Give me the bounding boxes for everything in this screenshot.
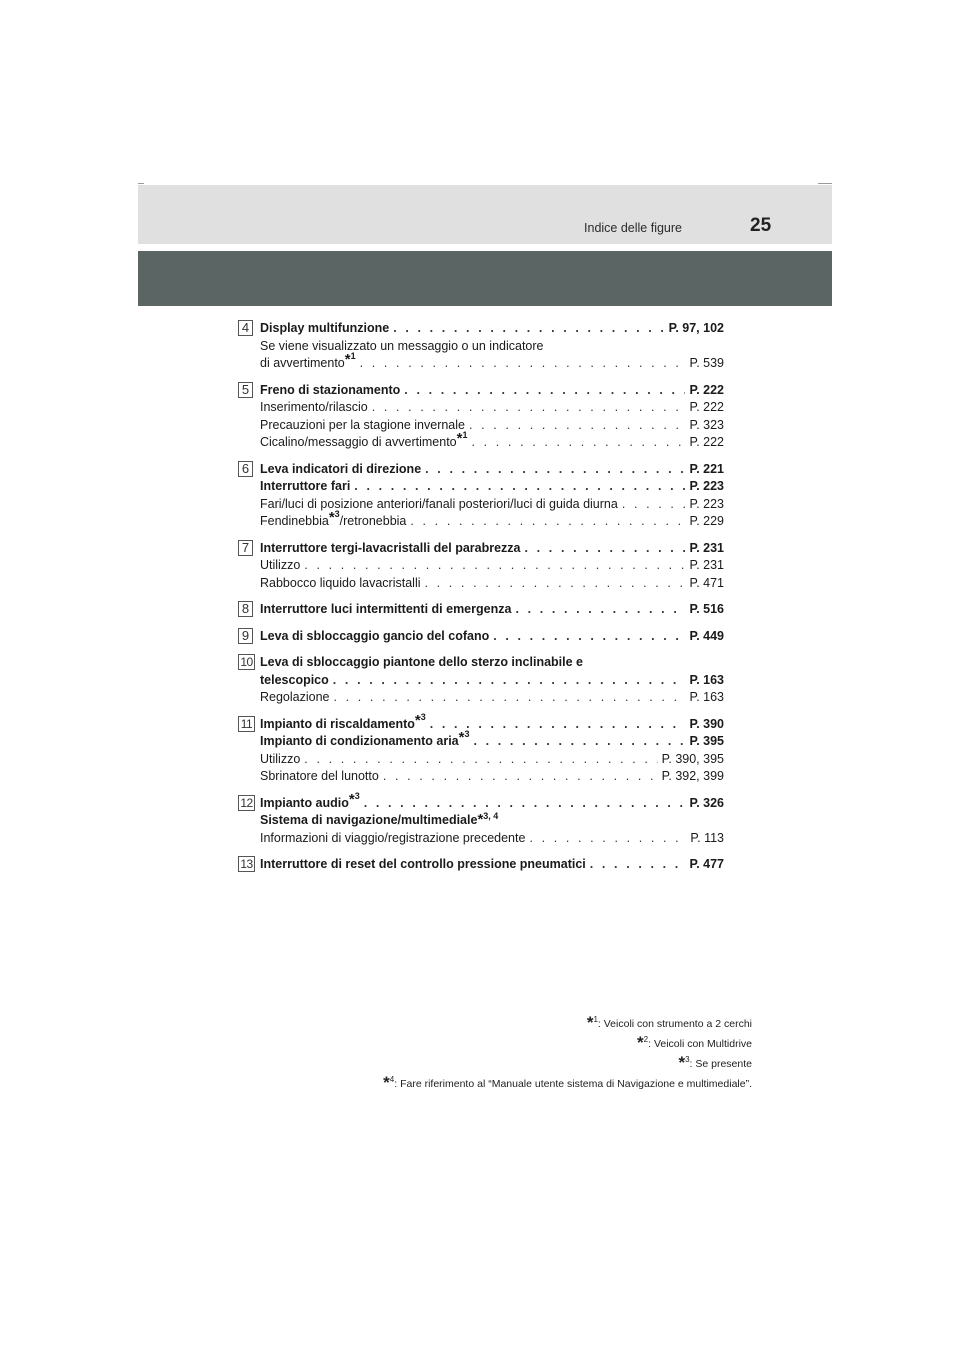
entry-label-text: Regolazione [260,690,330,704]
entry-label-text: Inserimento/rilascio [260,400,368,414]
entry-label-text: Leva di sbloccaggio gancio del cofano [260,628,490,643]
page-reference[interactable]: P. 223 [689,479,724,493]
page-reference[interactable]: P. 223 [689,496,724,511]
entry-label [260,672,329,690]
index-line[interactable] [260,430,724,452]
entry-lines [260,461,724,531]
index-entry [238,711,724,786]
footnote-number: 1 [593,1015,598,1024]
entry-label [260,711,426,734]
footnote-number: 2 [643,1035,649,1044]
entry-lines [260,628,724,646]
page-reference[interactable]: P. 222 [689,400,724,414]
index-line[interactable] [260,672,724,690]
index-line[interactable] [260,729,724,751]
dot-leader [425,575,686,593]
entry-text-line [260,812,724,830]
index-line[interactable] [260,751,724,769]
header-band [138,185,832,244]
index-entry [238,320,724,373]
entry-label [260,417,465,435]
footnote-number: 3 [685,1055,690,1064]
dot-leader [493,628,685,646]
index-entry [238,628,724,646]
dot-leader [590,856,686,874]
footnote-star: * [637,1033,644,1052]
entry-label-text: Rabbocco liquido lavacristalli [260,575,421,590]
page-reference[interactable]: P. 516 [689,602,724,616]
dot-leader [525,540,686,558]
entry-label-text: Utilizzo [260,558,301,572]
footnote-marker: *3 [414,711,426,729]
page-reference[interactable]: P. 113 [690,830,724,845]
crop-mark-left [138,183,144,184]
footnote-marker: *1 [456,430,468,447]
entry-label-text: Impianto di riscaldamento [260,716,415,731]
entry-label-text: Fari/luci di posizione anteriori/fanali posteriori/luci di guida diurna [260,496,618,511]
page-reference[interactable]: P. 392, 399 [661,769,724,783]
entry-label-text: Impianto di condizionamento aria [260,734,459,748]
page-reference[interactable]: P. 163 [689,690,724,704]
entry-label-text: Impianto audio [260,795,349,810]
index-entry [238,601,724,619]
footnote-marker-number: 1 [350,351,356,361]
dot-leader [383,768,658,786]
entry-label-text: Display multifunzione [260,321,390,335]
index-line[interactable] [260,575,724,593]
dot-leader [360,355,686,373]
footnote-star: * [678,1053,686,1072]
index-entry [238,382,724,452]
footnote-marker-number: 3, 4 [483,811,499,821]
page-reference[interactable]: P. 231 [689,540,724,555]
entry-text-line [260,338,724,356]
page-reference[interactable]: P. 231 [689,558,724,572]
footnote-star: * [586,1013,594,1032]
item-number-badge: 8 [238,601,253,617]
entry-label-text: telescopico [260,672,329,687]
entry-lines [260,654,724,707]
page-reference[interactable]: P. 471 [689,575,724,590]
crop-mark-right [818,183,832,184]
footnote-line [383,1072,752,1092]
entry-label [260,430,468,452]
entry-label [260,856,586,874]
page-reference[interactable]: P. 323 [689,417,724,432]
entry-label-text: Interruttore tergi-lavacristalli del parabrezza [260,540,521,555]
page-reference[interactable]: P. 222 [689,435,724,449]
footnote-text: : Se presente [689,1058,752,1070]
entry-label-text: Leva indicatori di direzione [260,461,422,476]
item-number-badge: 7 [238,540,253,556]
entry-lines [260,382,724,452]
entry-label-text: Interruttore di reset del controllo pressione pneumatici [260,857,586,871]
entry-label [260,830,525,848]
item-number-badge: 4 [238,320,253,336]
footnote-number: 4 [389,1075,395,1084]
index-line[interactable] [260,711,724,734]
entry-label [260,768,379,786]
entry-label-text: Informazioni di viaggio/registrazione precedente [260,830,526,845]
index-line[interactable] [260,601,724,619]
page-reference[interactable]: P. 97, 102 [668,321,724,335]
entry-label [260,509,407,531]
entry-label [260,575,421,593]
footnote-marker: *1 [344,351,356,368]
page-reference[interactable]: P. 163 [689,672,724,687]
dot-leader [622,496,686,514]
index-line[interactable] [260,399,724,417]
index-entry [238,856,724,874]
footnote-text: : Veicoli con Multidrive [648,1038,752,1050]
item-number-badge: 10 [238,654,255,670]
item-number-badge: 12 [238,795,255,811]
footnote-line [383,1012,752,1032]
dot-leader [334,689,686,707]
entry-label: Sistema di navigazione/multimediale [260,813,478,827]
entry-label: Se viene visualizzato un messaggio o un indicatore [260,338,544,353]
entry-lines [260,790,724,848]
item-number-badge: 6 [238,461,253,477]
entry-label-text: Freno di stazionamento [260,382,401,397]
index-line[interactable] [260,478,724,496]
page-reference[interactable]: P. 449 [689,628,724,643]
footnote-text: : Veicoli con strumento a 2 cerchi [597,1018,752,1030]
index-entry [238,540,724,593]
entry-label [260,461,421,479]
page-number: 25 [750,215,772,236]
dot-leader [469,417,685,435]
entry-label-text: Utilizzo [260,751,301,766]
entry-lines [260,601,724,619]
section-title: Indice delle figure [584,221,682,235]
page-reference[interactable]: P. 390, 395 [661,751,724,766]
dot-leader [364,795,686,813]
index-line[interactable] [260,509,724,531]
page-reference[interactable]: P. 539 [689,356,724,370]
footnote-marker-number: 3 [334,509,340,519]
entry-text-line [260,654,724,672]
entry-label [260,790,360,813]
page-reference[interactable]: P. 477 [689,857,724,871]
footnote-marker-number: 3 [354,790,360,801]
footnote-text: : Fare riferimento al “Manuale utente sistema di Navigazione e multimediale”. [394,1078,752,1090]
entry-label-text: Cicalino/messaggio di avvertimento [260,435,457,449]
entry-label-suffix: /retronebbia [339,514,407,528]
footnote-star: * [383,1073,390,1092]
entry-label [260,351,356,373]
index-entry [238,790,724,848]
dot-leader [404,382,685,400]
index-line[interactable] [260,790,724,813]
dot-leader [304,751,657,769]
entry-label [260,689,330,707]
page-reference[interactable]: P. 222 [689,382,724,397]
dot-leader [515,601,685,619]
entry-label [260,729,470,751]
index-line[interactable] [260,856,724,874]
entry-label-text: Sbrinatore del lunotto [260,769,379,783]
footnote-marker-number: 1 [462,430,468,440]
entry-label-text: Interruttore fari [260,479,351,493]
footnote-marker: *3 [458,729,470,746]
entry-label [260,628,489,646]
footnotes [383,1012,752,1092]
dot-leader [304,557,685,575]
entry-label-text: Interruttore luci intermittenti di emergenza [260,602,512,616]
index-entry [238,461,724,531]
entry-label [260,751,300,769]
entry-label [260,540,521,558]
entry-label [260,382,400,400]
index-line[interactable] [260,351,724,373]
dot-leader [333,672,686,690]
index-entry [238,654,724,707]
entry-label-text: Fendinebbia [260,514,329,528]
entry-label [260,601,511,619]
footnote-marker: *3 [328,509,340,526]
dot-leader [425,461,685,479]
dot-leader [474,733,686,751]
dot-leader [529,830,686,848]
index-line[interactable] [260,768,724,786]
header-dark-band [138,251,832,306]
index-line[interactable] [260,461,724,479]
dot-leader [354,478,685,496]
entry-label-text: Precauzioni per la stagione invernale [260,417,465,432]
item-number-badge: 9 [238,628,253,644]
footnote-line [383,1032,752,1052]
page-reference[interactable]: P. 326 [689,795,724,810]
footnote-marker: *3 [348,790,360,808]
index-line[interactable] [260,830,724,848]
dot-leader [471,434,685,452]
item-number-badge: 11 [238,716,255,732]
entry-label [260,478,350,496]
entry-lines [260,856,724,874]
footnote-marker-number: 3 [420,711,426,722]
page-reference[interactable]: P. 221 [689,461,724,476]
item-number-badge: 5 [238,382,253,398]
entry-label [260,320,389,338]
index-line[interactable] [260,320,724,338]
page-reference[interactable]: P. 395 [689,734,724,748]
footnote-marker: *$^{3, 4}$ [477,811,499,828]
item-number-badge: 13 [238,856,255,872]
entry-label [260,399,368,417]
entry-label [260,496,618,514]
entry-label: Leva di sbloccaggio piantone dello sterzo inclinabile e [260,655,583,669]
dot-leader [393,320,664,338]
entry-lines [260,711,724,786]
index-line[interactable] [260,382,724,400]
index-line[interactable] [260,689,724,707]
page-reference[interactable]: P. 229 [689,514,724,528]
page-reference[interactable]: P. 390 [689,716,724,731]
entry-label [260,557,300,575]
dot-leader [410,513,685,531]
index-line[interactable] [260,557,724,575]
entry-lines [260,320,724,373]
figure-index-list [238,320,724,883]
index-line[interactable] [260,628,724,646]
index-line[interactable] [260,540,724,558]
entry-label-text: di avvertimento [260,356,345,370]
index-line[interactable] [260,417,724,435]
entry-lines [260,540,724,593]
dot-leader [372,399,686,417]
footnote-line [383,1052,752,1072]
footnote-marker-number: 3 [464,729,470,739]
